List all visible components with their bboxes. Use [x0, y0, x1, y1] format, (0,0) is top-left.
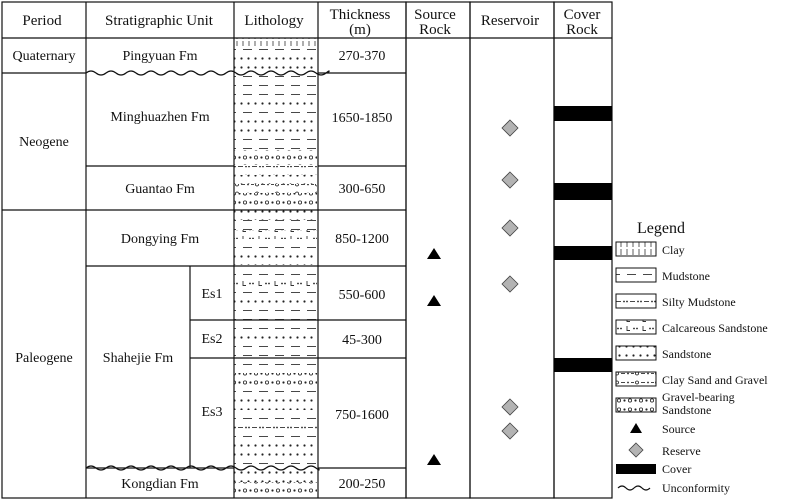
legend-source-triangle-icon	[630, 423, 642, 433]
legend-label-mudstone: Mudstone	[662, 269, 710, 283]
litho-sandstone	[234, 398, 317, 410]
litho-sandstone	[234, 96, 317, 108]
stratigraphic-unit-column	[103, 49, 223, 492]
source-triangle-icon	[427, 295, 441, 306]
litho-clay-sand-gravel	[234, 184, 317, 193]
reservoir-diamond-icon	[502, 172, 518, 188]
source-triangle-icon	[427, 248, 441, 259]
litho-mudstone	[234, 345, 317, 358]
formation-minghuazhen: Minghuazhen Fm	[110, 110, 210, 125]
legend-swatch-calcareous-sandstone	[616, 320, 656, 334]
litho-mudstone	[234, 321, 317, 333]
litho-mudstone	[234, 76, 317, 96]
litho-mudstone	[234, 387, 317, 398]
lithology-column	[234, 38, 317, 497]
period-paleogene: Paleogene	[15, 351, 73, 366]
legend-swatch-sandstone	[616, 346, 656, 360]
litho-silty-mudstone	[234, 166, 317, 175]
thickness-es3: 750-1600	[335, 408, 389, 423]
legend-label-unconformity: Unconformity	[662, 481, 730, 495]
thickness-dongying: 850-1200	[335, 232, 389, 247]
reservoir-diamond-icon	[502, 399, 518, 415]
legend-swatch-clay-sand-gravel	[616, 372, 656, 386]
legend-label-gravel-bearing-sandstone: Gravel-bearing	[662, 390, 735, 404]
reservoir-column	[502, 120, 518, 439]
thickness-kongdian: 200-250	[338, 477, 386, 492]
legend-unconformity-wavy-icon	[618, 486, 650, 490]
cover-bar-icon	[554, 183, 612, 200]
reservoir-diamond-icon	[502, 220, 518, 236]
litho-mudstone	[234, 239, 317, 251]
litho-mudstone	[234, 46, 317, 56]
cover-bar-icon	[554, 246, 612, 260]
litho-mudstone	[234, 266, 317, 278]
legend-label-cover: Cover	[662, 462, 692, 476]
litho-mudstone	[234, 132, 317, 150]
litho-calcareous-sandstone	[234, 278, 317, 287]
legend-label-gravel-bearing-sandstone-2: Sandstone	[662, 403, 712, 417]
litho-mudstone	[234, 287, 317, 297]
legend-label-clay: Clay	[662, 243, 685, 257]
cover-bar-icon	[554, 358, 612, 372]
table-header	[22, 7, 600, 38]
unconformity-line	[86, 71, 329, 75]
formation-dongying: Dongying Fm	[120, 232, 200, 247]
litho-sandstone	[234, 297, 317, 307]
reservoir-diamond-icon	[502, 276, 518, 292]
litho-gravel-bearing-sandstone	[234, 482, 317, 497]
legend-cover-bar-icon	[616, 464, 656, 474]
cover-rock-column	[554, 106, 612, 372]
formation-shahejie: Shahejie Fm	[102, 351, 174, 366]
litho-sandstone	[234, 120, 317, 132]
litho-mudstone	[234, 456, 317, 466]
litho-gravel-bearing-sandstone	[234, 150, 317, 165]
legend-label-silty-mudstone: Silty Mudstone	[662, 295, 736, 309]
litho-mudstone	[234, 108, 317, 120]
legend-label-clay-sand-gravel: Clay Sand and Gravel	[662, 373, 768, 387]
litho-mudstone	[234, 359, 317, 373]
litho-sandstone	[234, 470, 317, 482]
legend	[616, 220, 768, 495]
legend-swatch-gravel-bearing-sandstone	[616, 398, 656, 412]
litho-silty-mudstone	[234, 422, 317, 432]
litho-mudstone	[234, 410, 317, 422]
period-neogene: Neogene	[19, 135, 69, 150]
header-period: Period	[22, 13, 62, 29]
legend-swatch-silty-mudstone	[616, 294, 656, 308]
header-lithology: Lithology	[244, 13, 304, 29]
header-thickness: Thickness	[329, 7, 391, 23]
litho-mudstone	[234, 432, 317, 444]
cover-bar-icon	[554, 106, 612, 121]
legend-label-source: Source	[662, 422, 696, 436]
member-es2: Es2	[201, 332, 223, 347]
litho-gravel-bearing-sandstone	[234, 193, 317, 209]
header-reservoir: Reservoir	[480, 13, 540, 29]
litho-gravel-bearing-sandstone	[234, 373, 317, 387]
legend-label-sandstone: Sandstone	[662, 347, 712, 361]
litho-calcareous-sandstone	[234, 230, 317, 239]
header-cover-rock-2: Rock	[566, 22, 598, 38]
legend-label-reserve: Reserve	[662, 444, 701, 458]
legend-reserve-diamond-icon	[629, 443, 643, 457]
period-quaternary: Quaternary	[12, 49, 76, 64]
litho-clay	[234, 38, 317, 46]
header-cover-rock: Cover	[563, 7, 601, 23]
legend-title: Legend	[637, 220, 685, 237]
litho-sandstone	[234, 251, 317, 265]
litho-sandstone	[234, 56, 317, 72]
thickness-guantao: 300-650	[338, 182, 386, 197]
litho-mudstone	[234, 307, 317, 320]
header-source-rock-2: Rock	[419, 22, 451, 38]
formation-kongdian: Kongdian Fm	[121, 477, 199, 492]
formation-guantao: Guantao Fm	[125, 182, 195, 197]
header-source-rock: Source	[414, 7, 456, 23]
header-thickness-unit: (m)	[349, 22, 371, 38]
legend-label-calcareous-sandstone: Calcareous Sandstone	[662, 321, 768, 335]
litho-sandstone	[234, 444, 317, 456]
litho-sandstone	[234, 210, 317, 220]
legend-swatch-mudstone	[616, 268, 656, 282]
legend-swatch-clay	[616, 242, 656, 256]
formation-pingyuan: Pingyuan Fm	[122, 49, 198, 64]
litho-mudstone	[234, 220, 317, 230]
reservoir-diamond-icon	[502, 423, 518, 439]
source-rock-column	[427, 248, 441, 465]
thickness-es1: 550-600	[338, 288, 386, 303]
header-stratigraphic-unit: Stratigraphic Unit	[105, 13, 213, 29]
source-triangle-icon	[427, 454, 441, 465]
member-es3: Es3	[201, 405, 223, 420]
thickness-pingyuan: 270-370	[338, 49, 386, 64]
period-column	[13, 49, 76, 366]
thickness-column	[332, 49, 393, 492]
thickness-minghuazhen: 1650-1850	[331, 111, 393, 126]
thickness-es2: 45-300	[342, 333, 382, 348]
litho-sandstone	[234, 333, 317, 345]
member-es1: Es1	[201, 287, 223, 302]
reservoir-diamond-icon	[502, 120, 518, 136]
litho-sandstone	[234, 175, 317, 184]
